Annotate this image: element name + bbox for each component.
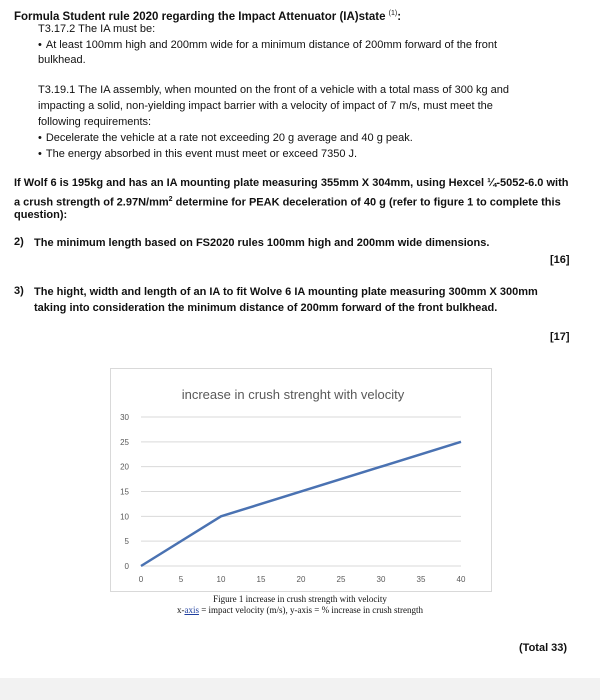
bullet-1-text: • Decelerate the vehicle at a rate not exceeding 20 g average and 40 g peak. <box>38 132 413 144</box>
chart-container <box>110 368 492 592</box>
question-3-number: 3) <box>14 285 24 297</box>
x-tick-label: 40 <box>456 575 466 584</box>
intro-line-2b: determine for PEAK deceleration of 40 g (refer to figure 1 to complete this <box>172 196 561 209</box>
intro-line-1: If Wolf 6 is 195kg and has an IA mounting plate measuring 355mm X 304mm, using Hexcel ¼-5052-6.0 with <box>14 177 569 189</box>
y-tick-label: 10 <box>120 512 129 522</box>
line-chart <box>111 369 491 591</box>
question-3-text-line-2: taking into consideration the minimum distance of 200mm forward of the front bulkhead. <box>34 302 498 314</box>
x-tick-label: 15 <box>256 575 266 584</box>
question-2-marks: [16] <box>550 254 570 266</box>
rule-t3-17-2-bullet-text: • At least 100mm high and 200mm wide for a minimum distance of 200mm forward of the front <box>38 39 497 51</box>
question-3-marks: [17] <box>550 331 570 343</box>
caption-axis-link[interactable]: axis <box>184 605 199 615</box>
x-tick-label: 20 <box>296 575 306 584</box>
caption-prefix: x- <box>176 605 185 615</box>
total-marks: (Total 33) <box>519 642 568 654</box>
rule-t3-19-1-line-3: following requirements: <box>38 116 152 128</box>
question-3-text-line-1: The hight, width and length of an IA to fit Wolve 6 IA mounting plate measuring 300mm X 300mm <box>34 286 538 298</box>
rule-t3-19-1-line-1: T3.19.1 The IA assembly, when mounted on the front of a vehicle with a total mass of 300 kg and <box>38 84 510 96</box>
x-tick-label: 30 <box>376 575 386 584</box>
intro-line-2 <box>14 192 561 211</box>
chart-x-ticks <box>139 575 466 584</box>
title-text: Formula Student rule 2020 regarding the Impact Attenuator (IA)state <box>14 10 386 23</box>
x-tick-label: 5 <box>178 575 184 584</box>
y-tick-label: 5 <box>124 537 129 547</box>
figure-caption-line-2 <box>0 605 600 616</box>
rule-t3-17-2-heading: T3.17.2 The IA must be: <box>38 23 156 35</box>
chart-title: increase in crush strenght with velocity <box>181 387 405 402</box>
x-tick-label: 10 <box>216 575 226 584</box>
y-tick-label: 20 <box>120 462 129 472</box>
series-line <box>141 442 461 566</box>
rule-t3-17-2-bullet-cont: bulkhead. <box>38 54 86 66</box>
chart-y-ticks <box>120 413 129 571</box>
x-tick-label: 35 <box>416 575 426 584</box>
rule-t3-19-1-line-2: impacting a solid, non-yielding impact barrier with a velocity of impact of 7 m/s, must meet the <box>38 100 493 112</box>
reference-superscript: (1) <box>388 10 398 17</box>
intro-line-3: question): <box>14 209 68 221</box>
chart-series <box>141 442 461 566</box>
rule-t3-19-1-bullet-1 <box>38 131 578 146</box>
x-tick-label: 25 <box>336 575 346 584</box>
y-tick-label: 30 <box>120 413 129 422</box>
bullet-2-text: • The energy absorbed in this event must meet or exceed 7350 J. <box>38 148 357 160</box>
page-bottom-strip <box>0 678 600 700</box>
caption-rest: = impact velocity (m/s), y-axis = % increase in crush strength <box>198 605 424 615</box>
intro-line-2a: a crush strength of 2.97N/mm <box>14 196 169 209</box>
y-tick-label: 25 <box>120 437 129 447</box>
question-2-text: The minimum length based on FS2020 rules 100mm high and 200mm wide dimensions. <box>34 237 490 249</box>
rule-t3-19-1-bullet-2 <box>38 147 578 162</box>
figure-caption-line-1: Figure 1 increase in crush strength with velocity <box>213 594 387 604</box>
question-2-number: 2) <box>14 236 24 248</box>
x-tick-label: 0 <box>138 575 144 584</box>
intro-superscript: 2 <box>168 196 173 203</box>
title-colon: : <box>397 10 402 23</box>
y-tick-label: 15 <box>120 487 129 497</box>
rule-t3-17-2-bullet <box>38 38 578 53</box>
y-tick-label: 0 <box>124 562 129 571</box>
